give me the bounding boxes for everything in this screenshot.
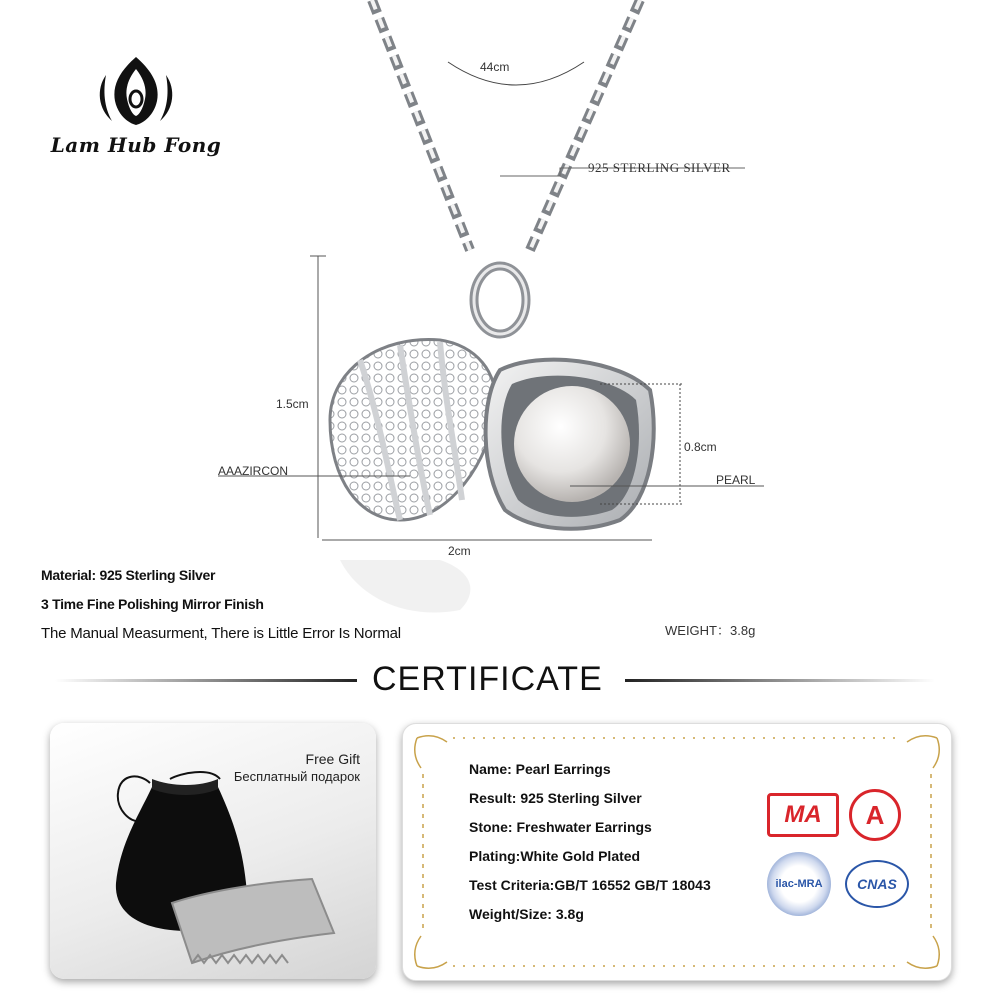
cert-stone: Stone: Freshwater Earrings bbox=[469, 819, 652, 835]
cma-logo-icon: MA bbox=[767, 793, 839, 837]
spec-polish: 3 Time Fine Polishing Mirror Finish bbox=[41, 596, 264, 612]
spec-note: The Manual Measurment, There is Little Error Is Normal bbox=[41, 625, 401, 642]
cal-logo-icon: A bbox=[849, 789, 901, 841]
certificate-panel bbox=[402, 723, 952, 981]
cert-criteria: Test Criteria:GB/T 16552 GB/T 18043 bbox=[469, 877, 711, 893]
cert-name: Name: Pearl Earrings bbox=[469, 761, 611, 777]
width-label: 2cm bbox=[448, 544, 471, 558]
zircon-label: AAAZIRCON bbox=[218, 464, 289, 478]
chain-length-label: 44cm bbox=[480, 60, 510, 74]
polishing-cloth-icon bbox=[162, 853, 342, 973]
weight-label: WEIGHT：3.8g bbox=[665, 623, 756, 638]
spec-material: Material: 925 Sterling Silver bbox=[41, 567, 216, 583]
certificate-title: CERTIFICATE bbox=[372, 660, 603, 698]
brand-name: Lam Hub Fong bbox=[50, 133, 222, 157]
gift-title: Free Gift bbox=[305, 751, 360, 767]
cert-weight: Weight/Size: 3.8g bbox=[469, 906, 584, 922]
ilac-mra-logo-icon: ilac-MRA bbox=[767, 852, 831, 916]
pearl-label: PEARL bbox=[716, 473, 756, 487]
cnas-logo-icon: CNAS bbox=[845, 860, 909, 908]
cert-plating: Plating:White Gold Plated bbox=[469, 848, 641, 864]
gift-panel bbox=[50, 723, 376, 979]
divider-left bbox=[55, 679, 357, 682]
material-label: 925 STERLING SILVER bbox=[588, 160, 731, 175]
divider-right bbox=[625, 679, 935, 682]
pearl-size-label: 0.8cm bbox=[684, 440, 717, 454]
gift-subtitle: Бесплатный подарок bbox=[233, 769, 360, 784]
cert-result: Result: 925 Sterling Silver bbox=[469, 790, 642, 806]
height-label: 1.5cm bbox=[276, 397, 309, 411]
